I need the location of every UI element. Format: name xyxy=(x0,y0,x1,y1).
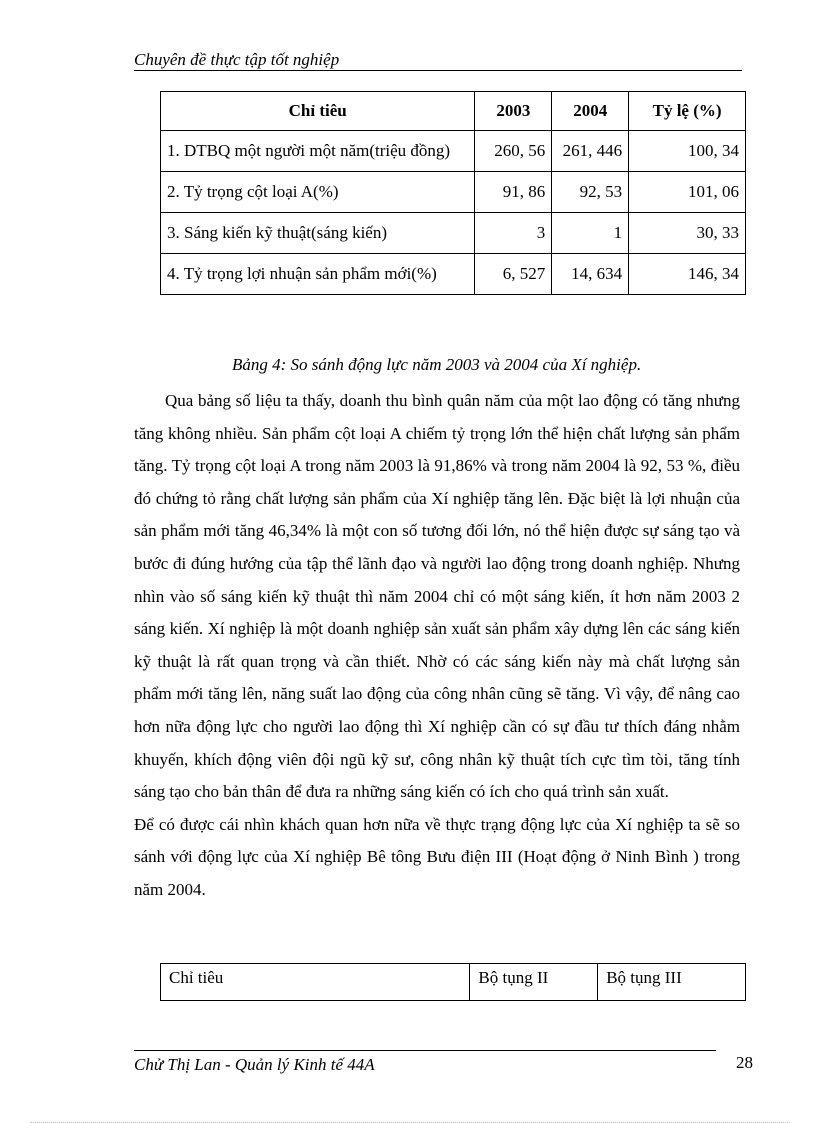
body-text xyxy=(134,385,740,907)
paragraph: Qua bảng số liệu ta thấy, doanh thu bình quân năm của một lao động có tăng nhưng tăng không nhiều. Sản phẩm cột loại A chiếm tỷ trọng lớn thể hiện chất lượng sản phẩm tăng. Tỷ trọng cột loại A trong năm 2003 là 91,86% và trong năm 2004 là 92, 53 %, điều đó chứng tỏ rằng chất lượng sản phẩm của Xí nghiệp tăng lên. Đặc biệt là lợi nhuận của sản phẩm mới tăng 46,34% là một con số tương đối lớn, nó thể hiện được sự sáng tạo và bước đi đúng hướng của tập thể lãnh đạo và người lao động trong doanh nghiệp. Nhưng nhìn vào số sáng kiến kỹ thuật thì năm 2004 chỉ có một sáng kiến, ít hơn năm 2003 2 sáng kiến. Xí nghiệp là một doanh nghiệp sản xuất sản phẩm xây dựng lên các sáng kiến kỹ thuật là rất quan trọng và cần thiết. Nhờ có các sáng kiến này mà chất lượng sản phẩm mới tăng lên, năng suất lao động của công nhân cũng sẽ tăng. Vì vậy, để nâng cao hơn nữa động lực cho người lao động thì Xí nghiệp cần có sự đầu tư thích đáng nhằm khuyến, khích động viên đội ngũ kỹ sư, công nhân kỹ thuật tích cực tìm tòi, tăng tính sáng tạo cho bản thân để đưa ra những sáng kiến có ích cho quá trình sản xuất. xyxy=(134,391,740,802)
table-header-row xyxy=(161,964,746,1001)
row-value-ratio: 30, 33 xyxy=(629,213,746,254)
row-value-2003: 260, 56 xyxy=(475,131,552,172)
row-label: 4. Tỷ trọng lợi nhuận sản phẩm mới(%) xyxy=(161,254,475,295)
table-row xyxy=(161,131,746,172)
header-cell-indicator: Chỉ tiêu xyxy=(161,964,470,1001)
table-caption: Bảng 4: So sánh động lực năm 2003 và 2004 của Xí nghiệp. xyxy=(232,355,642,374)
row-value-2003: 6, 527 xyxy=(475,254,552,295)
page-number: 28 xyxy=(736,1053,753,1072)
row-value-2003: 3 xyxy=(475,213,552,254)
paragraph: Để có được cái nhìn khách quan hơn nữa về thực trạng động lực của Xí nghiệp ta sẽ so sánh với động lực của Xí nghiệp Bê tông Bưu điện III (Hoạt động ở Ninh Bình ) trong năm 2004. xyxy=(134,814,740,899)
comparison-table xyxy=(160,91,746,295)
header-cell-unit-3: Bộ tụng III xyxy=(598,964,746,1001)
header-cell-unit-2: Bộ tụng II xyxy=(470,964,598,1001)
table-row xyxy=(161,213,746,254)
row-label: 3. Sáng kiến kỹ thuật(sáng kiến) xyxy=(161,213,475,254)
row-value-ratio: 101, 06 xyxy=(629,172,746,213)
row-value-ratio: 146, 34 xyxy=(629,254,746,295)
page-header-title: Chuyên đề thực tập tốt nghiệp xyxy=(134,50,340,69)
row-value-2004: 261, 446 xyxy=(552,131,629,172)
row-value-ratio: 100, 34 xyxy=(629,131,746,172)
header-cell-2004: 2004 xyxy=(552,92,629,131)
row-value-2003: 91, 86 xyxy=(475,172,552,213)
table-row xyxy=(161,254,746,295)
footer-author: Chử Thị Lan - Quản lý Kinh tế 44A xyxy=(134,1055,375,1074)
table-header-row xyxy=(161,92,746,131)
row-value-2004: 14, 634 xyxy=(552,254,629,295)
header-cell-ratio: Tỷ lệ (%) xyxy=(629,92,746,131)
row-value-2004: 1 xyxy=(552,213,629,254)
footer-divider xyxy=(134,1050,716,1051)
table-row xyxy=(161,172,746,213)
row-value-2004: 92, 53 xyxy=(552,172,629,213)
second-table xyxy=(160,963,746,1001)
header-cell-2003: 2003 xyxy=(475,92,552,131)
header-divider xyxy=(134,70,742,71)
header-cell-indicator: Chỉ tiêu xyxy=(161,92,475,131)
row-label: 1. DTBQ một người một năm(triệu đồng) xyxy=(161,131,475,172)
row-label: 2. Tỷ trọng cột loại A(%) xyxy=(161,172,475,213)
